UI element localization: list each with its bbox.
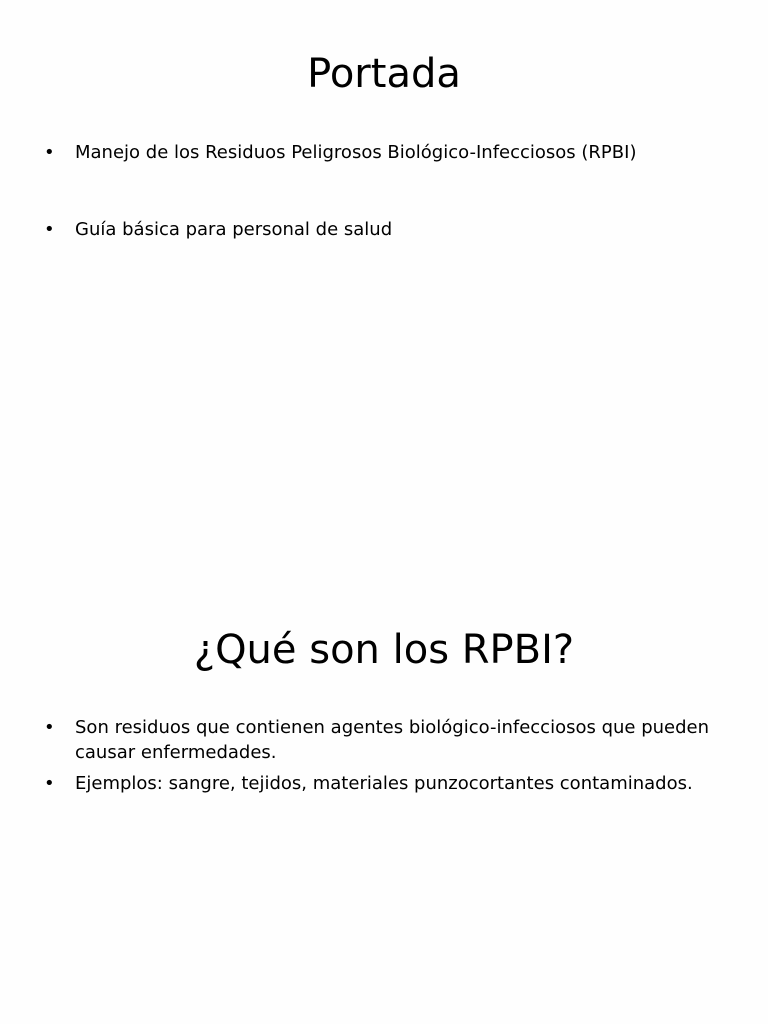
bullet-dot-icon: • — [44, 773, 55, 794]
slide-title: ¿Qué son los RPBI? — [193, 627, 575, 673]
bullet-text: Guía básica para personal de salud — [75, 219, 393, 240]
slide-title: Portada — [307, 51, 461, 97]
bullet-text: Son residuos que contienen agentes biológico-infecciosos que pueden causar enfermedades. — [75, 717, 710, 763]
bullet-dot-icon: • — [44, 142, 55, 163]
bullet-dot-icon: • — [44, 219, 55, 240]
bullet-text: Ejemplos: sangre, tejidos, materiales punzocortantes contaminados. — [75, 773, 693, 794]
bullet-dot-icon: • — [44, 717, 55, 738]
slide-que-son-rpbi — [0, 512, 768, 1024]
bullet-text: Manejo de los Residuos Peligrosos Biológico-Infecciosos (RPBI) — [75, 142, 637, 163]
